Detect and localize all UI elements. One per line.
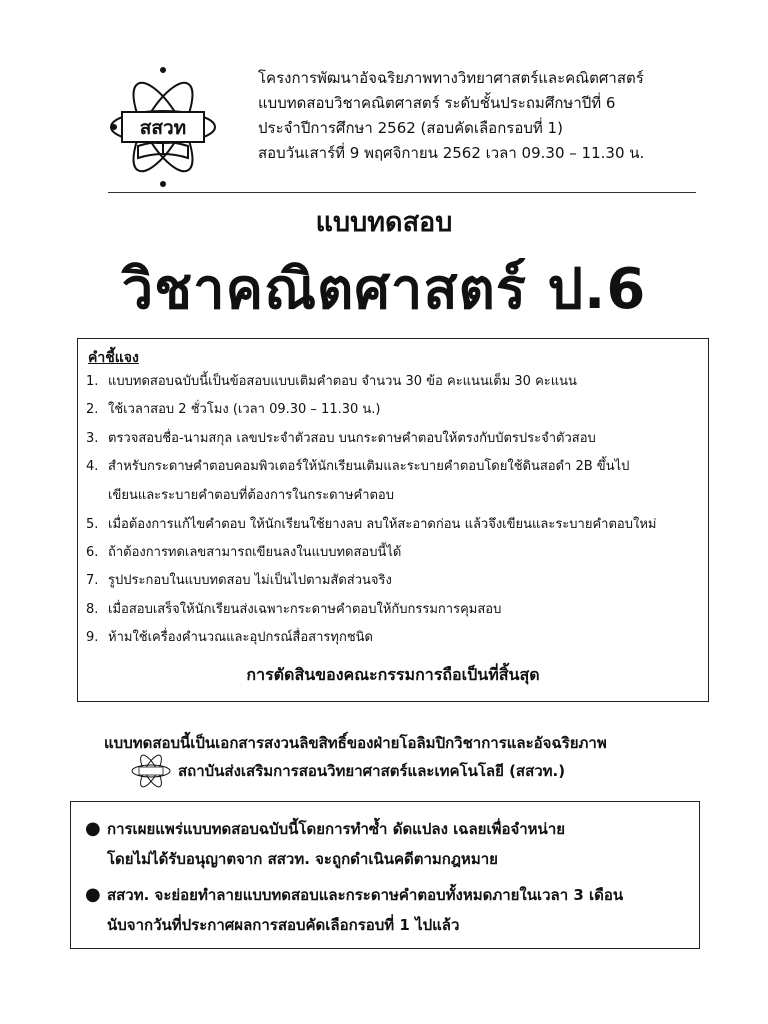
notice-item [85, 814, 565, 874]
instruction-item [86, 544, 706, 562]
notice-text: การเผยแพร่แบบทดสอบฉบับนี้โดยการทำซ้ำ ดัดแปลง เฉลยเพื่อจำหน่าย [107, 820, 566, 838]
copyright-statement: แบบทดสอบนี้เป็นเอกสารสงวนลิขสิทธิ์ของฝ่ายโอลิมปิกวิชาการและอัจฉริยภาพ [104, 734, 607, 752]
instruction-text: ถ้าต้องการทดเลขสามารถเขียนลงในแบบทดสอบนี้ได้ [108, 544, 402, 560]
notice-box [70, 801, 700, 949]
instruction-item [86, 601, 706, 619]
instruction-text: เมื่อสอบเสร็จให้นักเรียนส่งเฉพาะกระดาษคำตอบให้กับกรรมการคุมสอบ [108, 601, 502, 617]
instruction-item [86, 629, 706, 647]
academic-year: ประจำปีการศึกษา 2562 (สอบคัดเลือกรอบที่ 1) [258, 119, 563, 137]
notice-text: สสวท. จะย่อยทำลายแบบทดสอบและกระดาษคำตอบทั้งหมดภายในเวลา 3 เดือน [107, 886, 624, 904]
notice-text-continued: นับจากวันที่ประกาศผลการสอบคัดเลือกรอบที่ 1 ไปแล้ว [107, 916, 460, 934]
instruction-item [86, 373, 706, 391]
instructions-list [86, 373, 706, 658]
instruction-number: 1. [86, 374, 99, 389]
instruction-text: ใช้เวลาสอบ 2 ชั่วโมง (เวลา 09.30 – 11.30 น.) [108, 402, 381, 418]
instruction-number: 5. [86, 516, 99, 532]
instruction-item [86, 516, 706, 534]
instruction-item [86, 572, 706, 590]
instruction-number: 9. [86, 630, 99, 646]
instruction-item [86, 458, 706, 505]
exam-datetime: สอบวันเสาร์ที่ 9 พฤศจิกายน 2562 เวลา 09.30 – 11.30 น. [258, 144, 645, 162]
bullet-icon: ● [85, 818, 101, 839]
instruction-text: ตรวจสอบชื่อ-นามสกุล เลขประจำตัวสอบ บนกระดาษคำตอบให้ตรงกับบัตรประจำตัวสอบ [108, 430, 596, 446]
instruction-text: แบบทดสอบฉบับนี้เป็นข้อสอบแบบเติมคำตอบ จำนวน 30 ข้อ คะแนนเต็ม 30 คะแนน [108, 374, 577, 389]
instruction-number: 2. [86, 402, 99, 418]
instruction-number: 8. [86, 601, 99, 617]
subject-title: วิชาคณิตศาสตร์ ป.6 [121, 257, 647, 322]
logo-text: สสวท [139, 117, 187, 139]
exam-level: แบบทดสอบวิชาคณิตศาสตร์ ระดับชั้นประถมศึกษาปีที่ 6 [258, 94, 616, 112]
instruction-item [86, 401, 706, 419]
notice-text-continued: โดยไม่ได้รับอนุญาตจาก สสวท. จะถูกดำเนินคดีตามกฎหมาย [107, 850, 498, 868]
exam-header [258, 66, 738, 166]
instruction-number: 4. [86, 459, 99, 475]
instruction-text-continued: เขียนและระบายคำตอบที่ต้องการในกระดาษคำตอบ [108, 488, 394, 504]
instructions-box [77, 338, 709, 702]
test-label: แบบทดสอบ [315, 207, 453, 238]
final-decision-statement: การตัดสินของคณะกรรมการถือเป็นที่สิ้นสุด [246, 665, 540, 684]
ipst-small-logo [130, 754, 172, 788]
instruction-number: 7. [86, 573, 99, 589]
institute-name: สถาบันส่งเสริมการสอนวิทยาศาสตร์และเทคโนโลยี (สสวท.) [178, 762, 566, 780]
instruction-number: 3. [86, 430, 99, 446]
instruction-text: รูปประกอบในแบบทดสอบ ไม่เป็นไปตามสัดส่วนจริง [108, 573, 392, 589]
instruction-text: ห้ามใช้เครื่องคำนวณและอุปกรณ์สื่อสารทุกชนิด [108, 630, 373, 646]
institute-row [130, 754, 565, 788]
instruction-item [86, 430, 706, 448]
instruction-text: เมื่อต้องการแก้ไขคำตอบ ให้นักเรียนใช้ยางลบ ลบให้สะอาดก่อน แล้วจึงเขียนและระบายคำตอบใหม่ [108, 516, 657, 532]
bullet-icon: ● [85, 884, 101, 905]
instructions-heading: คำชี้แจง [88, 350, 139, 366]
ipst-logo [108, 62, 218, 192]
instruction-text: สำหรับกระดาษคำตอบคอมพิวเตอร์ให้นักเรียนเติมและระบายคำตอบโดยใช้ดินสอดำ 2B ขึ้นไป [108, 459, 630, 475]
header-divider [108, 192, 696, 193]
instruction-number: 6. [86, 544, 99, 560]
notice-item [85, 880, 623, 940]
project-name: โครงการพัฒนาอัจฉริยภาพทางวิทยาศาสตร์และคณิตศาสตร์ [258, 69, 644, 87]
